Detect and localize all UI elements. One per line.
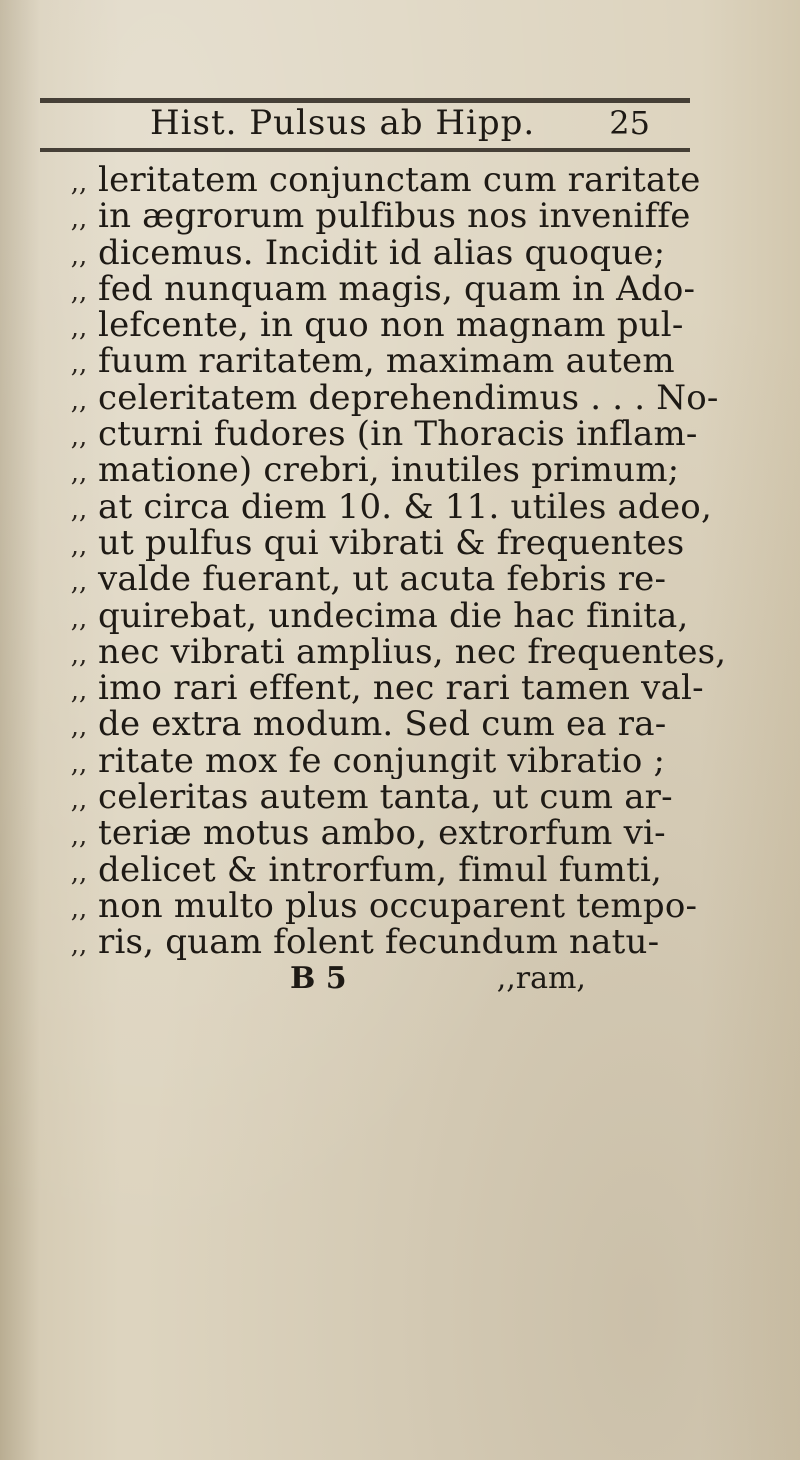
quote-mark: ,, [70,530,88,561]
text-line [60,706,760,742]
quote-mark: ,, [70,676,88,707]
quote-mark: ,, [70,204,88,235]
quote-mark: ,, [70,748,88,779]
line-text: non multo plus occuparent tempo- [98,887,698,925]
text-line [60,162,760,198]
text-line [60,525,760,561]
line-text: leritatem conjunctam cum raritate [98,162,701,199]
line-text: fed nunquam magis, quam in Ado- [98,270,696,308]
text-line [60,598,760,634]
line-text: valde fuerant, ut acuta febris re- [98,561,667,598]
header-rule-bottom [40,148,690,152]
line-text: matione) crebri, inutiles primum; [98,452,680,489]
text-line [60,380,760,416]
text-line [60,271,760,307]
text-line [60,416,760,452]
page-footer [210,961,760,997]
line-text: celeritas autem tanta, ut cum ar- [98,779,673,816]
text-line [60,670,760,706]
quote-mark: ,, [70,349,88,380]
quote-mark: ,, [70,857,88,888]
text-line [60,888,760,924]
text-line [60,452,760,488]
quote-mark: ,, [70,385,88,416]
line-text: dicemus. Incidit id alias quoque; [98,234,666,271]
text-line [60,779,760,815]
line-text: ut pulfus qui vibrati & frequentes [98,524,685,562]
line-text: fuum raritatem, maximam autem [98,343,675,380]
running-title: Hist. Pulsus ab Hipp. [150,103,536,143]
line-text: de extra modum. Sed cum ea ra- [98,706,667,743]
text-line [60,235,760,271]
line-text: nec vibrati amplius, nec frequentes, [98,633,727,671]
text-line [60,343,760,379]
line-text: in ægrorum pulfibus nos inveniffe [98,198,691,235]
text-line [60,815,760,851]
line-text: delicet & introrfum, fimul fumti, [98,851,663,888]
line-text: at circa diem 10. & 11. utiles adeo, [98,488,712,525]
quote-mark: ,, [70,785,88,816]
quote-mark: ,, [70,313,88,344]
quote-mark: ,, [70,494,88,525]
line-text: teriæ motus ambo, extrorfum vi- [98,815,666,852]
text-block [60,162,760,997]
line-text: cturni fudores (in Thoracis inflam- [98,416,698,453]
quote-mark: ,, [70,168,88,198]
quote-mark: ,, [70,276,88,307]
page-number: 25 [609,104,650,142]
quote-mark: ,, [70,567,88,598]
line-text: ris, quam folent fecundum natu- [98,924,660,961]
text-line [60,561,760,597]
text-line [60,489,760,525]
line-text: ritate mox fe conjungit vibratio ; [98,742,666,780]
quote-mark: ,, [70,422,88,453]
quote-mark: ,, [70,458,88,489]
quote-mark: ,, [70,639,88,670]
text-line [60,198,760,234]
catchword: ,,ram, [496,960,586,996]
text-line [60,307,760,343]
quote-mark: ,, [70,893,88,924]
quote-mark: ,, [70,712,88,743]
line-text: lefcente, in quo non magnam pul- [98,307,684,344]
quote-mark: ,, [70,821,88,852]
line-text: celeritatem deprehendimus . . . No- [98,379,719,417]
quote-mark: ,, [70,930,88,961]
text-line [60,743,760,779]
quote-mark: ,, [70,240,88,271]
quote-mark: ,, [70,603,88,634]
text-line [60,852,760,888]
signature-mark: B 5 [290,960,347,996]
line-text: quirebat, undecima die hac finita, [98,597,689,634]
line-text: imo rari effent, nec rari tamen val- [98,670,704,707]
text-line [60,634,760,670]
text-line [60,924,760,960]
running-header [150,100,650,146]
